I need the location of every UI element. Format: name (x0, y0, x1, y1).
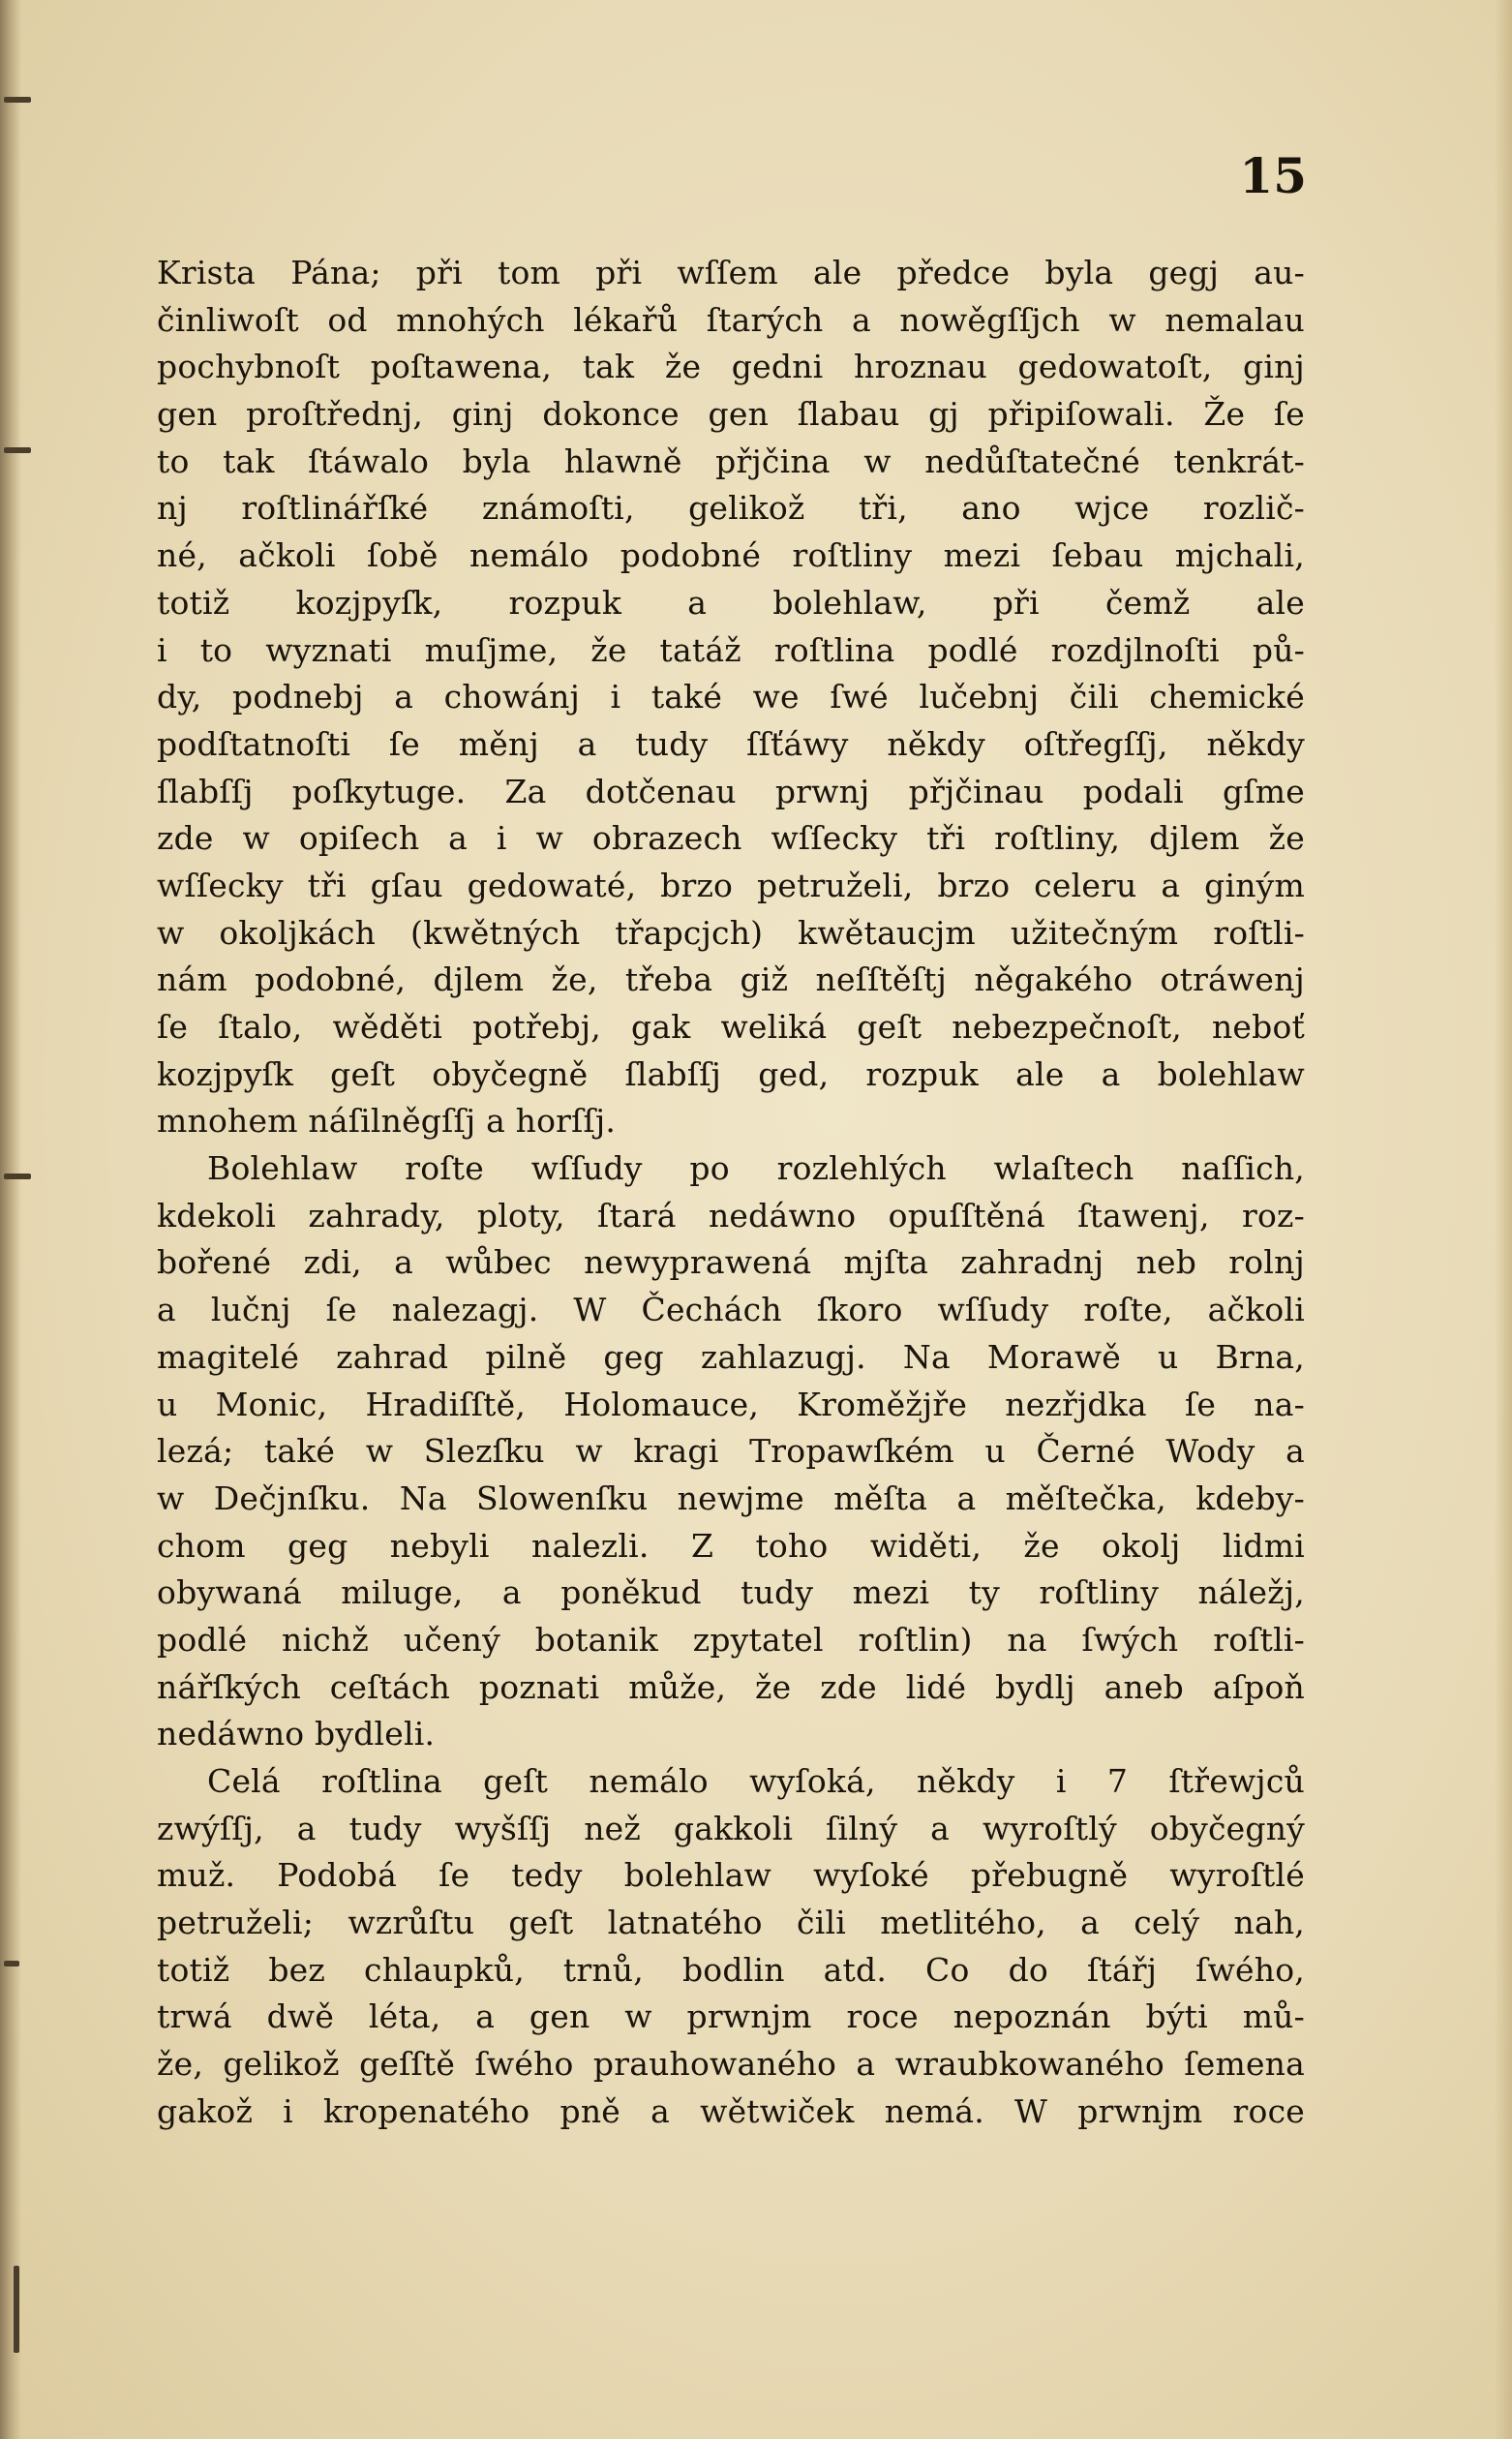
text-line: Bolehlaw roſte wſſudy po rozlehlých wlaſtech naſſich, (207, 1149, 1305, 1188)
text-line: gakož i kropenatého pně a wětwiček nemá. W prwnjm roce (157, 2091, 1305, 2130)
text-line: kozjpyſk geſt obyčegně ſlabſſj ged, rozpuk ale a bolehlaw (157, 1054, 1305, 1093)
margin-mark (4, 1174, 31, 1179)
text-line: petruželi; wzrůſtu geſt latnatého čili metlitého, a celý nah, (157, 1904, 1305, 1942)
text-line: dy, podnebj a chowánj i také we ſwé lučebnj čili chemické (157, 678, 1305, 716)
text-line: w okoljkách (kwětných třapcjch) kwětaucjm užitečným roſtli- (157, 913, 1305, 952)
text-line: nářſkých ceſtách poznati může, že zde lidé bydlj aneb aſpoň (157, 1667, 1305, 1706)
text-line: nj roſtlinářſké známoſti, gelikož tři, ano wjce rozlič- (157, 489, 1305, 528)
text-line: wſſecky tři gſau gedowaté, brzo petruželi, brzo celeru a giným (157, 866, 1305, 904)
page-number: 15 (1239, 147, 1307, 204)
text-line: to tak ſtáwalo byla hlawně přjčina w nedůſtatečné tenkrát- (157, 442, 1305, 480)
text-line: Krista Pána; při tom při wſſem ale předce byla gegj au- (157, 254, 1305, 291)
text-line: trwá dwě léta, a gen w prwnjm roce nepoznán býti mů- (157, 1997, 1305, 2036)
text-line: u Monic, Hradiſſtě, Holomauce, Kroměžjře nezřjdka ſe na- (157, 1385, 1305, 1423)
text-line: pochybnoſt poſtawena, tak že gedni hroznau gedowatoſt, ginj (157, 348, 1305, 386)
text-line: že, gelikož geſſtě ſwého prauhowaného a wraubkowaného ſemena (157, 2045, 1305, 2084)
text-line: magitelé zahrad pilně geg zahlazugj. Na Morawě u Brna, (157, 1337, 1305, 1376)
text-line: zwýſſj, a tudy wyšſſj než gakkoli ſilný a wyroſtlý obyčegný (157, 1809, 1305, 1847)
text-line: nedáwno bydleli. (157, 1715, 436, 1753)
margin-mark (14, 2266, 19, 2353)
page-outer-edge (1495, 0, 1512, 2439)
text-line: né, ačkoli ſobě nemálo podobné roſtliny mezi ſebau mjchali, (157, 536, 1305, 575)
text-line: chom geg nebyli nalezli. Z toho widěti, že okolj lidmi (157, 1526, 1305, 1565)
margin-mark (4, 97, 31, 103)
text-line: ſlabſſj poſkytuge. Za dotčenau prwnj přjčinau podali gſme (157, 772, 1305, 810)
text-line: zde w opiſech a i w obrazech wſſecky tři roſtliny, djlem že (157, 819, 1305, 858)
text-line: Celá roſtlina geſt nemálo wyſoká, někdy i 7 ſtřewjců (207, 1762, 1305, 1800)
text-line: podlé nichž učený botanik zpytatel roſtlin) na ſwých roſtli- (157, 1620, 1305, 1659)
margin-mark (4, 447, 31, 453)
text-line: činliwoſt od mnohých lékařů ſtarých a nowěgſſjch w nemalau (157, 300, 1305, 339)
margin-mark (4, 1961, 19, 1966)
text-line: bořené zdi, a wůbec newyprawená mjſta zahradnj neb rolnj (157, 1243, 1305, 1282)
text-line: w Dečjnſku. Na Slowenſku newjme měſta a měſtečka, kdeby- (157, 1479, 1305, 1517)
text-line: i to wyznati muſjme, že tatáž roſtlina podlé rozdjlnoſti pů- (157, 630, 1305, 669)
text-line: mnohem náſilněgſſj a horſſj. (157, 1102, 617, 1141)
text-line: lezá; také w Slezſku w kragi Tropawſkém u Černé Wody a (157, 1432, 1305, 1471)
text-line: gen proſtřednj, ginj dokonce gen ſlabau gj připiſowali. Že ſe (157, 395, 1305, 434)
text-line: ſe ſtalo, wěděti potřebj, gak weliká geſt nebezpečnoſt, neboť (157, 1008, 1305, 1046)
text-line: muž. Podobá ſe tedy bolehlaw wyſoké přebugně wyroſtlé (157, 1856, 1305, 1895)
text-line: totiž bez chlaupků, trnů, bodlin atd. Co do ſtářj ſwého, (157, 1950, 1305, 1989)
page-binding-edge (0, 0, 21, 2439)
body-text (157, 250, 1305, 2136)
text-line: podſtatnoſti ſe měnj a tudy ſſťáwy někdy oſtřegſſj, někdy (157, 724, 1305, 763)
text-line: a lučnj ſe nalezagj. W Čechách ſkoro wſſudy roſte, ačkoli (157, 1291, 1305, 1329)
text-line: nám podobné, djlem že, třeba giž neſſtěſtj něgakého otráwenj (157, 960, 1305, 999)
text-line: totiž kozjpyſk, rozpuk a bolehlaw, při čemž ale (157, 583, 1305, 622)
text-line: kdekoli zahrady, ploty, ſtará nedáwno opuſſtěná ſtawenj, roz- (157, 1196, 1305, 1235)
text-line: obywaná miluge, a poněkud tudy mezi ty roſtliny náležj, (157, 1573, 1305, 1612)
